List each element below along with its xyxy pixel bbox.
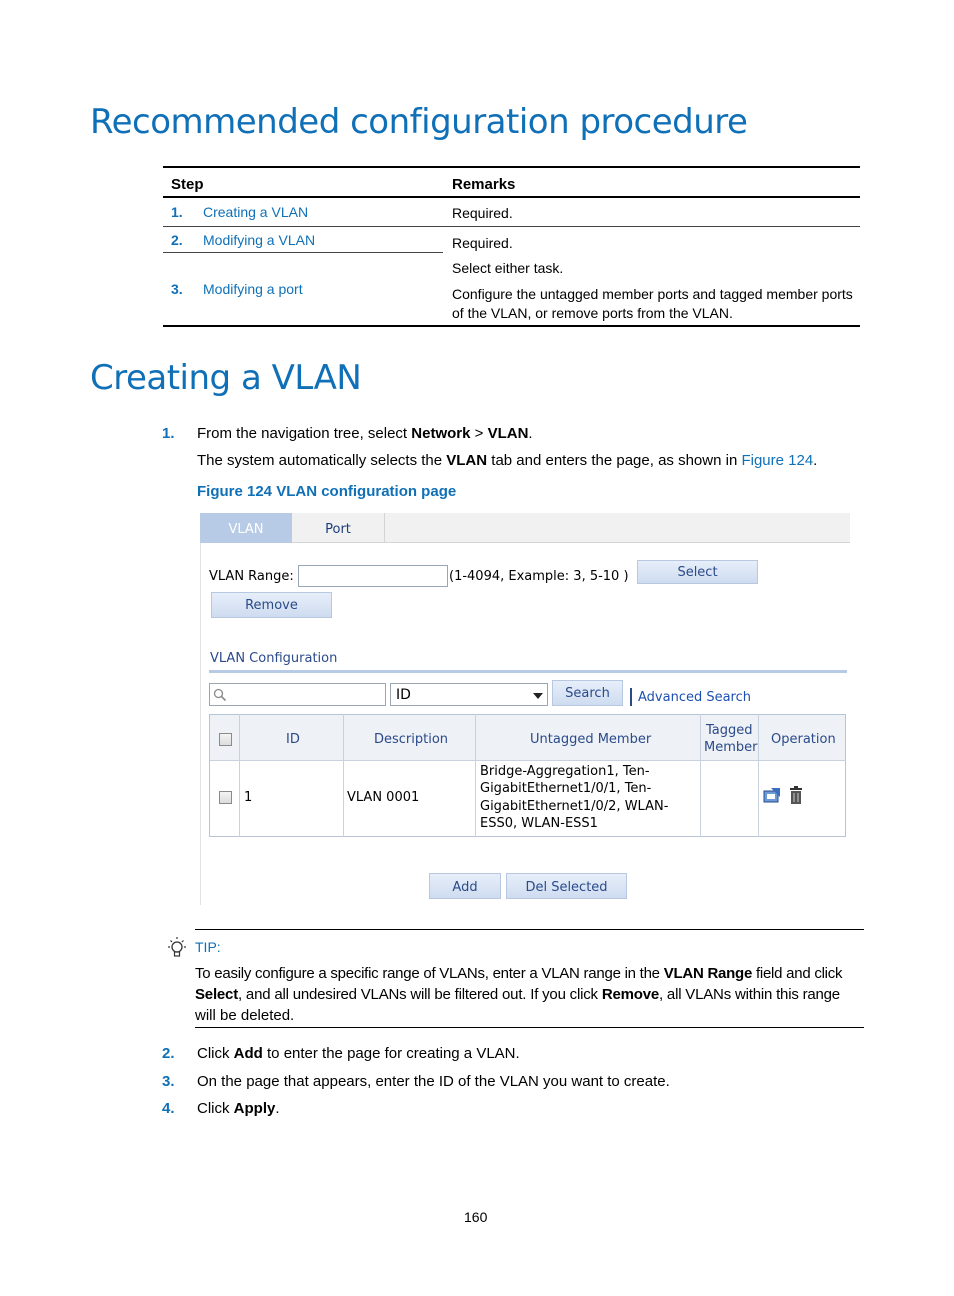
step-2-number: 2.: [162, 1045, 175, 1062]
step-2-text: Click Add to enter the page for creating a VLAN.: [197, 1045, 520, 1062]
select-button[interactable]: Select: [637, 560, 758, 584]
step-4-text: Click Apply.: [197, 1100, 280, 1117]
step-1-text: From the navigation tree, select Network > VLAN.: [197, 425, 533, 442]
column-header-operation: Operation: [771, 732, 836, 747]
step-3-text: On the page that appears, enter the ID of the VLAN you want to create.: [197, 1073, 670, 1090]
section-title-creating-a-vlan: Creating a VLAN: [90, 358, 362, 398]
table-row-1-number: 1.: [171, 204, 183, 220]
heading-underline: [209, 670, 847, 673]
column-header-description[interactable]: Description: [374, 732, 449, 747]
search-field-selected-value: ID: [396, 687, 411, 703]
vlan-range-hint: (1-4094, Example: 3, 5-10 ): [449, 569, 629, 584]
row-untagged-line-2: GigabitEthernet1/0/1, Ten-: [480, 781, 652, 796]
search-button[interactable]: Search: [552, 680, 623, 706]
step-1-subtext: The system automatically selects the VLAN tab and enters the page, as shown in Figure 124.: [197, 452, 818, 469]
link-modifying-a-port[interactable]: Modifying a port: [203, 281, 303, 297]
advanced-search-link[interactable]: Advanced Search: [638, 690, 752, 705]
tab-port[interactable]: Port: [292, 513, 385, 543]
table-row-2-remarks-3: Configure the untagged member ports and tagged member ports: [452, 286, 853, 302]
vlan-configuration-heading: VLAN Configuration: [210, 651, 338, 666]
row-untagged-line-1: Bridge-Aggregation1, Ten-: [480, 764, 650, 779]
edit-icon[interactable]: [762, 787, 782, 805]
separator-bar: [630, 688, 632, 706]
search-field-select[interactable]: [390, 683, 548, 706]
page-number: 160: [464, 1209, 488, 1225]
column-header-tagged[interactable]: Tagged: [706, 723, 753, 738]
row-id: 1: [244, 790, 253, 805]
column-header-id[interactable]: ID: [286, 732, 300, 747]
step-4-number: 4.: [162, 1100, 175, 1117]
table-row-2-number: 2.: [171, 232, 183, 248]
add-button[interactable]: Add: [429, 873, 501, 899]
step-1-number: 1.: [162, 425, 175, 442]
figure-caption: Figure 124 VLAN configuration page: [197, 483, 457, 500]
vlan-range-label: VLAN Range:: [209, 569, 294, 584]
step-3-number: 3.: [162, 1073, 175, 1090]
lightbulb-icon: [166, 936, 188, 962]
table-row-3-number: 3.: [171, 281, 183, 297]
tab-vlan[interactable]: VLAN: [200, 513, 292, 543]
row-checkbox[interactable]: [219, 791, 232, 804]
table-header-step: Step: [171, 176, 204, 193]
tip-label: TIP:: [195, 939, 221, 955]
column-header-untagged-member[interactable]: Untagged Member: [530, 732, 652, 747]
chevron-down-icon: [533, 693, 543, 699]
table-row-2-remarks-2: Select either task.: [452, 260, 564, 276]
del-selected-button[interactable]: Del Selected: [506, 873, 627, 899]
figure-124-link[interactable]: Figure 124: [741, 452, 814, 469]
remove-button[interactable]: Remove: [211, 592, 332, 618]
tip-line-3: will be deleted.: [195, 1007, 295, 1024]
search-input[interactable]: [209, 683, 386, 706]
section-title-recommended-procedure: Recommended configuration procedure: [90, 102, 748, 142]
row-description: VLAN 0001: [347, 790, 420, 805]
table-row-2-remarks-1: Required.: [452, 235, 513, 251]
table-row-1-remarks: Required.: [452, 205, 513, 221]
table-header-remarks: Remarks: [452, 176, 516, 193]
delete-icon[interactable]: [789, 786, 803, 805]
tab-bar: [200, 513, 850, 543]
select-all-checkbox[interactable]: [219, 733, 232, 746]
row-untagged-line-3: GigabitEthernet1/0/2, WLAN-: [480, 799, 669, 814]
tip-line-1: To easily configure a specific range of VLANs, enter a VLAN range in the VLAN Range field and click: [195, 965, 843, 982]
column-header-member[interactable]: Member: [704, 740, 758, 755]
vlan-range-input[interactable]: [298, 565, 448, 587]
tip-line-2: Select, and all undesired VLANs will be filtered out. If you click Remove, all VLANs within this range: [195, 986, 840, 1003]
search-icon: [213, 688, 227, 702]
link-modifying-a-vlan[interactable]: Modifying a VLAN: [203, 232, 316, 248]
table-row-2-remarks-4: of the VLAN, or remove ports from the VLAN.: [452, 305, 733, 321]
row-untagged-line-4: ESS0, WLAN-ESS1: [480, 816, 598, 831]
link-creating-a-vlan[interactable]: Creating a VLAN: [203, 204, 309, 220]
